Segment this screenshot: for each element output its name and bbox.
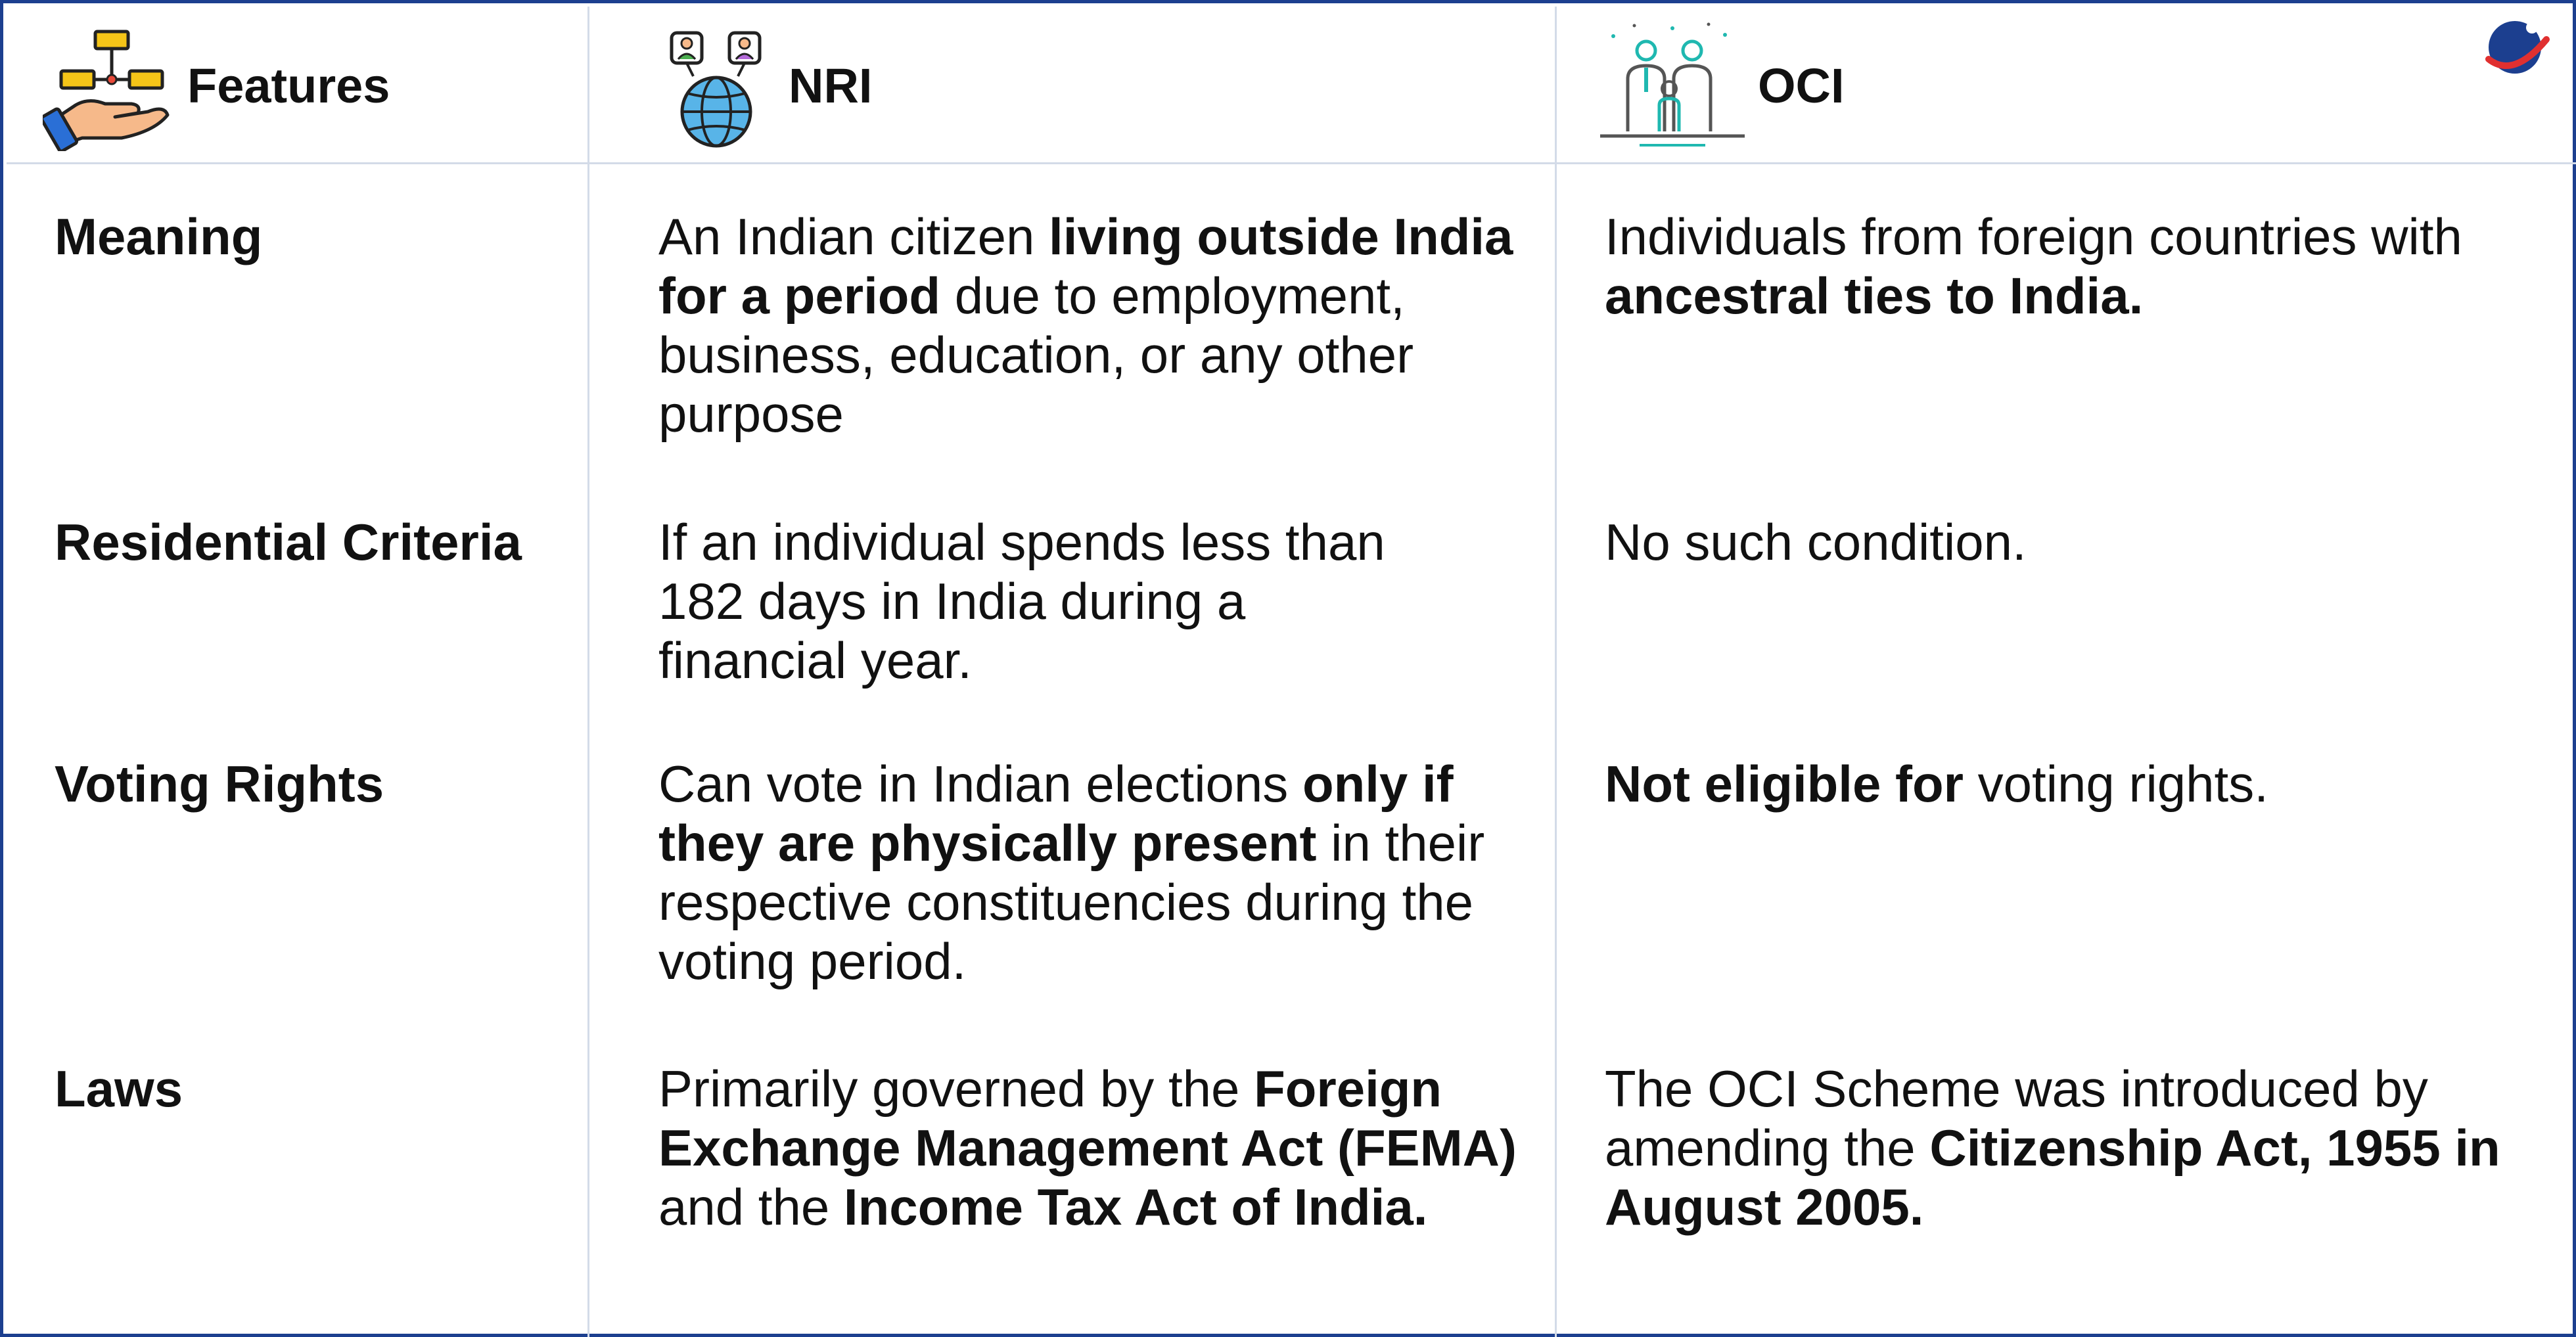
bold-text-segment: Foreign Exchange Management Act (FEMA) [658, 1060, 1517, 1177]
text-segment: If an individual spends less than 182 days in India during a financial year. [658, 513, 1385, 689]
text-segment: voting rights. [1964, 755, 2268, 813]
column-divider [587, 7, 589, 1337]
row-residential-oci [1605, 512, 2525, 572]
bold-text-segment: ancestral ties to India. [1605, 267, 2144, 325]
header-oci-label: OCI [1758, 58, 1845, 113]
column-divider [1555, 7, 1557, 1337]
header-oci [1594, 16, 1845, 154]
header-divider [7, 162, 2576, 164]
text-segment: and the [658, 1178, 844, 1236]
bold-text-segment: only if they are physically present [658, 755, 1454, 872]
row-laws-oci [1605, 1059, 2538, 1236]
bold-text-segment: living outside India for a period [658, 208, 1513, 325]
header-nri-label: NRI [789, 58, 873, 113]
text-segment: in their respective constituencies during the voting period. [658, 814, 1485, 990]
globe-with-people-icon [664, 20, 782, 151]
bold-text-segment: Citizenship Act, 1955 in August 2005. [1605, 1119, 2500, 1236]
text-segment: The OCI Scheme was introduced by amending the [1605, 1060, 2428, 1177]
row-residential-feature: Residential Criteria [55, 513, 522, 571]
header-features-label: Features [187, 58, 390, 113]
text-segment: Can vote in Indian elections [658, 755, 1302, 813]
bold-text-segment: Not eligible for [1605, 755, 1964, 813]
row-residential-nri [658, 512, 1408, 690]
brand-logo-icon [2481, 13, 2553, 85]
text-segment: Primarily governed by the [658, 1060, 1254, 1118]
header-features [43, 16, 390, 154]
row-voting-oci [1605, 754, 2525, 813]
row-meaning-nri [658, 207, 1532, 443]
row-laws-nri [658, 1059, 1519, 1236]
header-nri [664, 16, 872, 154]
row-voting-feature: Voting Rights [55, 755, 384, 813]
bold-text-segment: Income Tax Act of India. [843, 1178, 1428, 1236]
row-laws-feature: Laws [55, 1060, 183, 1118]
row-meaning-feature: Meaning [55, 208, 263, 265]
text-segment: No such condition. [1605, 513, 2027, 571]
family-group-icon [1594, 16, 1751, 154]
text-segment: due to employment, business, education, or any other purpose [658, 267, 1414, 443]
text-segment: Individuals from foreign countries with [1605, 208, 2462, 265]
row-voting-nri [658, 754, 1519, 991]
row-meaning-oci [1605, 207, 2525, 325]
text-segment: An Indian citizen [658, 208, 1049, 265]
hand-with-flowchart-icon [43, 20, 174, 151]
